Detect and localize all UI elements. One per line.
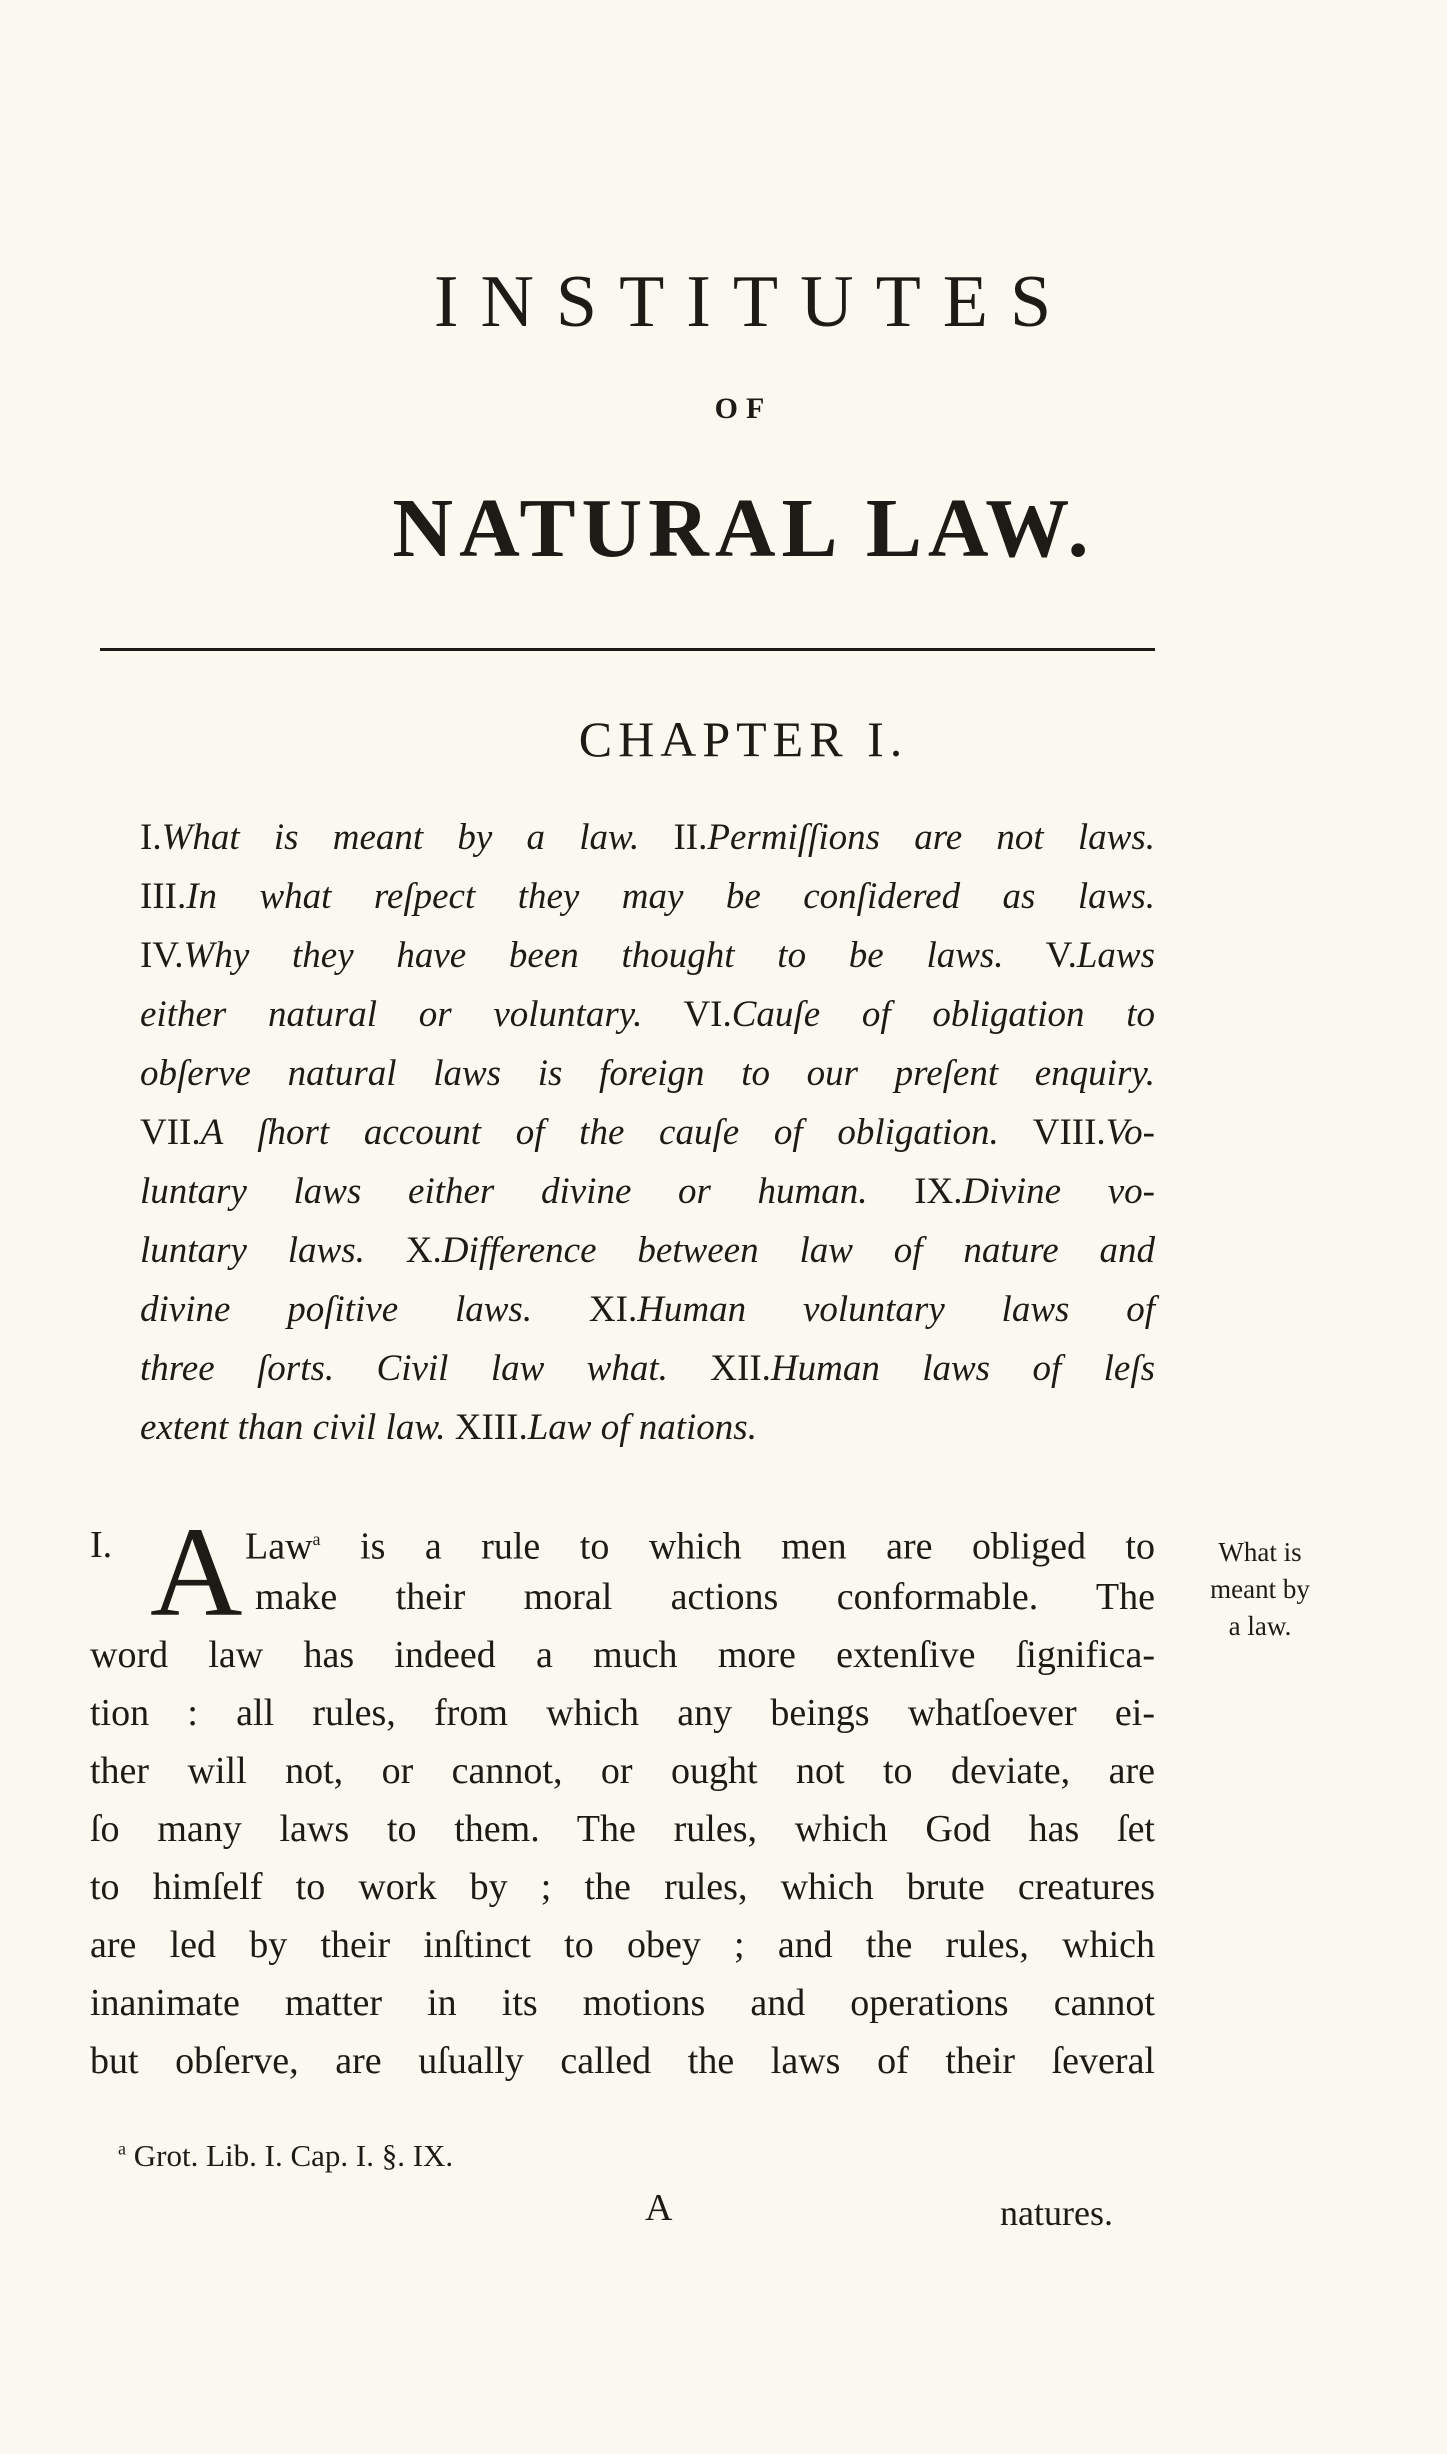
title-institutes: INSTITUTES: [433, 261, 1074, 343]
contents-topic: extent than civil law.: [140, 1407, 446, 1448]
contents-topic: Permiſſions are not laws.: [707, 817, 1155, 858]
contents-section-number: V.: [1045, 935, 1077, 976]
contents-line: [140, 1044, 1155, 1103]
contents-section-number: I.: [140, 817, 162, 858]
signature-mark: A: [645, 2187, 673, 2229]
contents-topic: Cauſe of obligation to: [731, 994, 1155, 1035]
body-line-6: ſo many laws to them. The rules, which God has ſet: [90, 1808, 1155, 1850]
contents-line: [140, 985, 1155, 1044]
contents-section-number: XI.: [588, 1289, 638, 1330]
body-line-8: are led by their inſtinct to obey ; and the rules, which: [90, 1924, 1155, 1966]
contents-section-number: II.: [673, 817, 708, 858]
contents-section-number: VIII.: [1032, 1112, 1106, 1153]
contents-topic: luntary laws.: [140, 1230, 365, 1271]
contents-topic: A ſhort account of the cauſe of obligation.: [200, 1112, 999, 1153]
footnote-marker-bottom: a: [118, 2138, 126, 2159]
body-line-7: to himſelf to work by ; the rules, which brute creatures: [90, 1866, 1155, 1908]
contents-line: [140, 1221, 1155, 1280]
chapter-contents-summary: [140, 808, 1155, 1457]
body-line-5: ther will not, or cannot, or ought not to deviate, are: [90, 1750, 1155, 1792]
contents-topic: three ſorts. Civil law what.: [140, 1348, 668, 1389]
contents-section-number: IV.: [140, 935, 184, 976]
contents-line: [140, 1280, 1155, 1339]
contents-section-number: VII.: [140, 1112, 201, 1153]
contents-topic: Difference between law of nature and: [441, 1230, 1156, 1271]
contents-line: [140, 1398, 1155, 1457]
body-line-4: tion : all rules, from which any beings whatſoever ei-: [90, 1692, 1155, 1734]
footnote: [118, 2138, 453, 2174]
contents-topic: luntary laws either divine or human.: [140, 1171, 868, 1212]
contents-topic: Laws: [1076, 935, 1155, 976]
contents-topic: What is meant by a law.: [161, 817, 640, 858]
contents-line: [140, 1103, 1155, 1162]
contents-topic: Vo-: [1105, 1112, 1155, 1153]
contents-topic: Why they have been thought to be laws.: [183, 935, 1004, 976]
contents-topic: Human voluntary laws of: [637, 1289, 1155, 1330]
contents-topic: Divine vo-: [962, 1171, 1155, 1212]
margin-note-line-1: What is: [1218, 1537, 1302, 1567]
contents-topic: divine poſitive laws.: [140, 1289, 533, 1330]
contents-topic: Law of nations.: [527, 1407, 757, 1448]
contents-topic: obſerve natural laws is foreign to our preſent enquiry.: [140, 1053, 1155, 1094]
contents-topic: either natural or voluntary.: [140, 994, 643, 1035]
margin-note-line-2: meant by: [1210, 1574, 1310, 1604]
contents-line: [140, 1162, 1155, 1221]
contents-section-number: IX.: [914, 1171, 963, 1212]
title-of: OF: [714, 392, 773, 425]
contents-line: [140, 867, 1155, 926]
margin-note-line-3: a law.: [1228, 1611, 1292, 1641]
catchword: natures.: [1000, 2193, 1113, 2233]
title-natural-law: NATURAL LAW.: [392, 482, 1095, 575]
section-number: I.: [90, 1524, 113, 1566]
title-rule: [100, 648, 1155, 651]
contents-line: [140, 808, 1155, 867]
margin-note: [1190, 1534, 1330, 1645]
contents-section-number: XIII.: [454, 1407, 528, 1448]
contents-line: [140, 1339, 1155, 1398]
body-line-3: word law has indeed a much more extenſive ſignifica-: [90, 1634, 1155, 1676]
contents-topic: Human laws of leſs: [770, 1348, 1156, 1389]
contents-section-number: III.: [140, 876, 187, 917]
body-line-10: but obſerve, are uſually called the laws of their ſeveral: [90, 2040, 1155, 2082]
contents-section-number: VI.: [683, 994, 732, 1035]
contents-topic: In what reſpect they may be conſidered as laws.: [186, 876, 1155, 917]
footnote-text: Grot. Lib. I. Cap. I. §. IX.: [133, 2138, 454, 2173]
contents-section-number: XII.: [710, 1348, 771, 1389]
footnote-marker: a: [312, 1529, 321, 1549]
body-line-1: Law$^a$ is a rule to which men are obliged to: [245, 1525, 1155, 1568]
chapter-heading: CHAPTER I.: [578, 711, 909, 767]
contents-line: [140, 926, 1155, 985]
body-line-9: inanimate matter in its motions and operations cannot: [90, 1982, 1155, 2024]
contents-section-number: X.: [405, 1230, 442, 1271]
drop-capital: A: [150, 1501, 243, 1643]
body-line-2: make their moral actions conformable. The: [255, 1576, 1155, 1618]
